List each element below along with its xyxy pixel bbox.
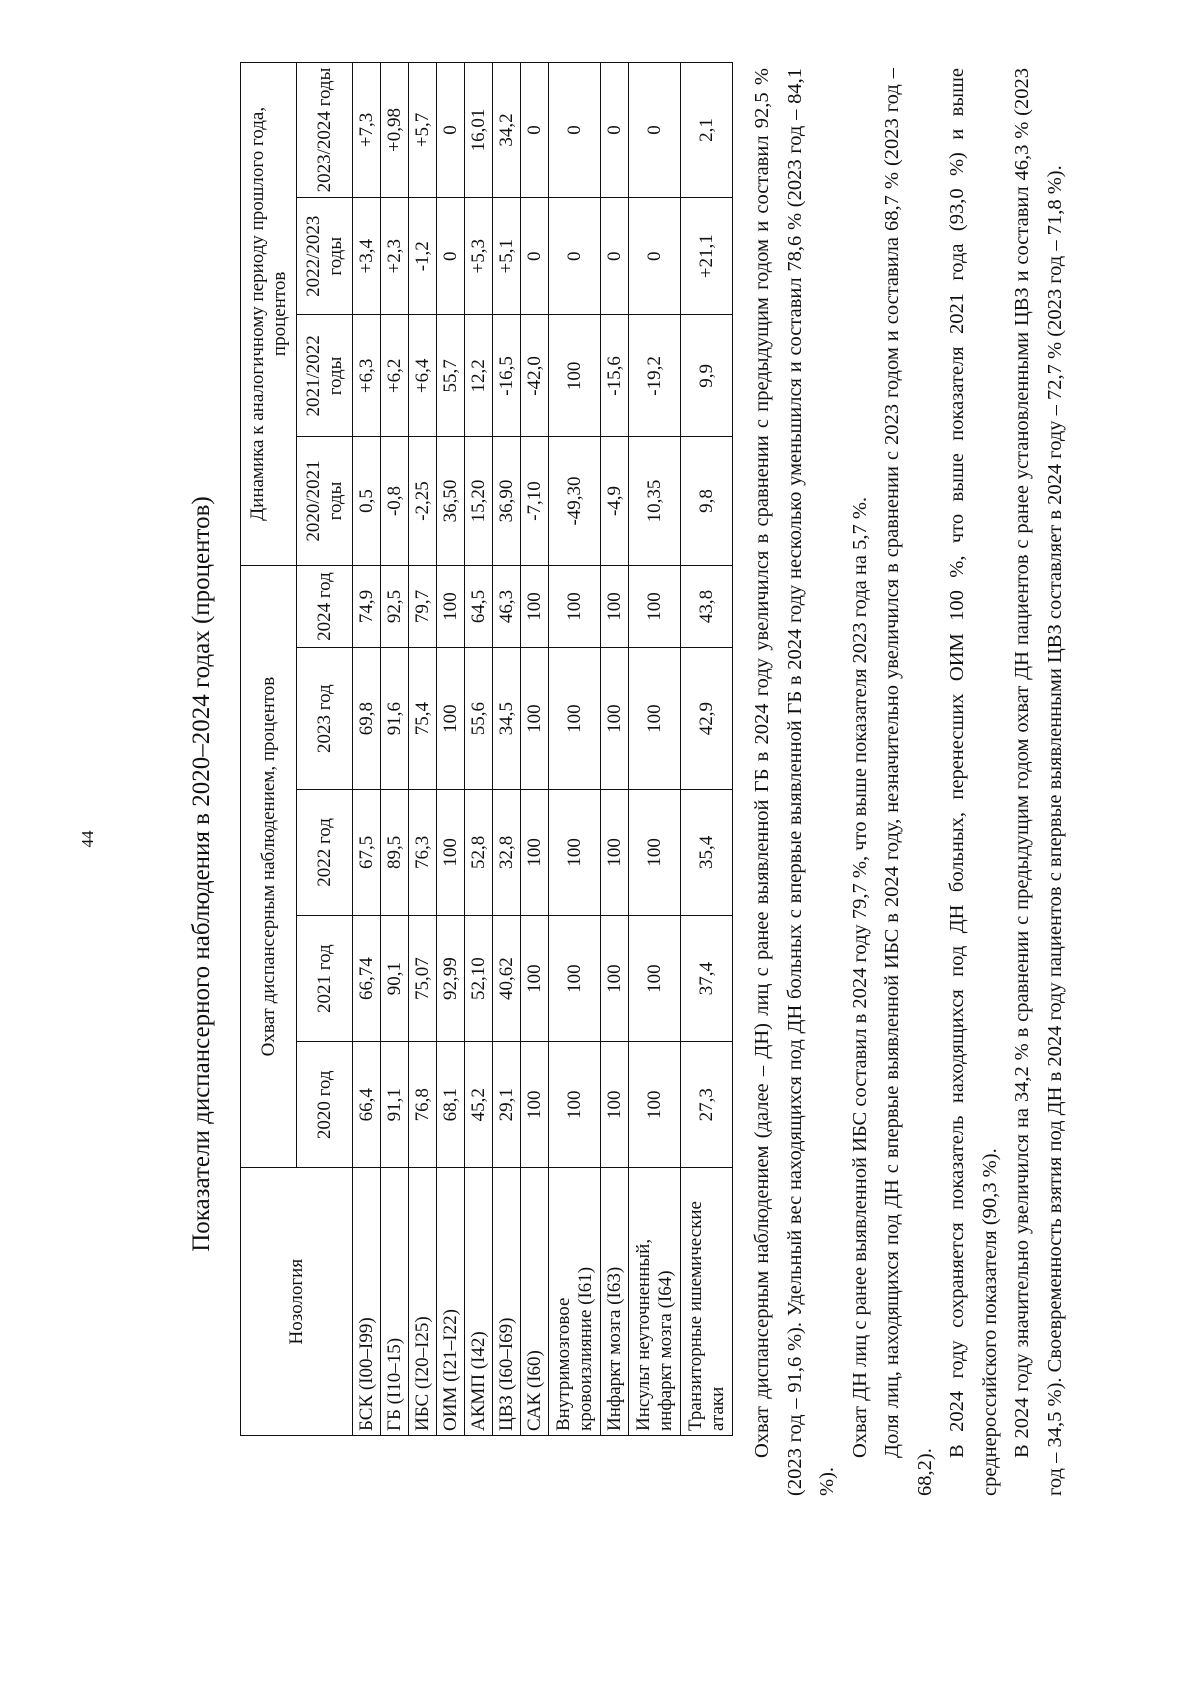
table-cell: 9,8 xyxy=(681,437,733,565)
header-year: 2020 год xyxy=(297,1042,353,1168)
table-cell: 16,01 xyxy=(465,63,493,198)
table-row xyxy=(521,63,549,1436)
table-cell: 100 xyxy=(549,916,601,1042)
header-year: 2022 год xyxy=(297,789,353,915)
table-cell: 36,50 xyxy=(437,437,465,565)
table-cell: -1,2 xyxy=(409,198,437,315)
table-cell: 32,8 xyxy=(493,789,521,915)
table-cell: -16,5 xyxy=(493,315,521,437)
row-nosology: ГБ (I10–15) xyxy=(381,1168,409,1436)
table-cell: 9,9 xyxy=(681,315,733,437)
table-cell: 100 xyxy=(521,789,549,915)
table-cell: 100 xyxy=(549,315,601,437)
table-row xyxy=(409,63,437,1436)
table-cell: 69,8 xyxy=(353,648,381,789)
indicators-table xyxy=(240,62,733,1436)
table-cell: 34,5 xyxy=(493,648,521,789)
paragraph: Охват диспансерным наблюдением (далее – ДН) лиц с ранее выявленной ГБ в 2024 году увеличился в сравнении с предыдущим годом и составил 92,5 % (2023 год – 91,6 %). Удельный вес находящихся под ДН больных с впервые выявленной ГБ в 2024 году несколько уменьшился и составил 78,6 % (2023 год – 84,1 %). xyxy=(751,68,838,1496)
table-cell: -2,25 xyxy=(409,437,437,565)
table-cell: 2,1 xyxy=(681,63,733,198)
table-cell: 52,10 xyxy=(465,916,493,1042)
header-year: 2021 год xyxy=(297,916,353,1042)
table-row xyxy=(437,63,465,1436)
table-cell: 100 xyxy=(629,916,681,1042)
header-period: 2023/2024 годы xyxy=(297,63,353,198)
paragraph: В 2024 году значительно увеличился на 34,2 % в сравнении с предыдущим годом охват ДН пациентов с ранее установленными ЦВЗ и составил 46,3 % (2023 год – 34,5 %). Своевременность взятия под ДН в 2024 году пациентов с впервые выявленными ЦВЗ составляет в 2024 году – 72,7 % (2023 год – 71,8 %). xyxy=(1011,68,1066,1496)
table-cell: 76,3 xyxy=(409,789,437,915)
table-cell: +6,3 xyxy=(353,315,381,437)
table-cell: 75,4 xyxy=(409,648,437,789)
table-cell: 100 xyxy=(521,916,549,1042)
header-period: 2020/2021 годы xyxy=(297,437,353,565)
header-period: 2022/2023 годы xyxy=(297,198,353,315)
header-nosology: Нозология xyxy=(241,1168,353,1436)
row-nosology: САК (I60) xyxy=(521,1168,549,1436)
table-cell: 0 xyxy=(549,63,601,198)
table-cell: 91,1 xyxy=(381,1042,409,1168)
table-cell: 100 xyxy=(521,565,549,648)
table-cell: 92,5 xyxy=(381,565,409,648)
table-cell: -4,9 xyxy=(601,437,629,565)
table-cell: +21,1 xyxy=(681,198,733,315)
row-nosology: Инфаркт мозга (I63) xyxy=(601,1168,629,1436)
table-row xyxy=(381,63,409,1436)
table-cell: 46,3 xyxy=(493,565,521,648)
table-cell: 100 xyxy=(521,648,549,789)
table-cell: 100 xyxy=(629,648,681,789)
table-cell: 0,5 xyxy=(353,437,381,565)
table-cell: +3,4 xyxy=(353,198,381,315)
table-cell: 100 xyxy=(629,1042,681,1168)
table-cell: 10,35 xyxy=(629,437,681,565)
table-cell: 100 xyxy=(601,789,629,915)
table-cell: 64,5 xyxy=(465,565,493,648)
table-cell: 55,7 xyxy=(437,315,465,437)
table-cell: 0 xyxy=(629,198,681,315)
header-dynamics-group: Динамика к аналогичному периоду прошлого года, процентов xyxy=(241,63,297,566)
row-nosology: Инсульт неуточненный, инфаркт мозга (I64) xyxy=(629,1168,681,1436)
table-cell: 100 xyxy=(549,1042,601,1168)
table-cell: 52,8 xyxy=(465,789,493,915)
table-row xyxy=(465,63,493,1436)
table-cell: 100 xyxy=(549,648,601,789)
table-cell: 100 xyxy=(601,1042,629,1168)
body-text xyxy=(746,68,1071,1496)
table-cell: 100 xyxy=(629,565,681,648)
header-year: 2024 год xyxy=(297,565,353,648)
row-nosology: АКМП (I42) xyxy=(465,1168,493,1436)
table-cell: 75,07 xyxy=(409,916,437,1042)
table-cell: 67,5 xyxy=(353,789,381,915)
table-cell: 37,4 xyxy=(681,916,733,1042)
table-cell: 100 xyxy=(601,648,629,789)
table-cell: 74,9 xyxy=(353,565,381,648)
table-cell: 27,3 xyxy=(681,1042,733,1168)
header-period: 2021/2022 годы xyxy=(297,315,353,437)
table-cell: 0 xyxy=(521,198,549,315)
table-cell: +6,2 xyxy=(381,315,409,437)
table-cell: 0 xyxy=(601,198,629,315)
page-number: 44 xyxy=(78,830,97,848)
table-cell: 43,8 xyxy=(681,565,733,648)
table-cell: 55,6 xyxy=(465,648,493,789)
table-cell: 100 xyxy=(521,1042,549,1168)
table-cell: 89,5 xyxy=(381,789,409,915)
header-year: 2023 год xyxy=(297,648,353,789)
header-coverage-group: Охват диспансерным наблюдением, процентов xyxy=(241,565,297,1168)
paragraph: Охват ДН лиц с ранее выявленной ИБС составил в 2024 году 79,7 %, что выше показателя 2023 года на 5,7 %. xyxy=(848,496,871,1458)
table-cell: 90,1 xyxy=(381,916,409,1042)
table-row xyxy=(629,63,681,1436)
table-cell: +6,4 xyxy=(409,315,437,437)
row-nosology: Внутримозговое кровоизлияние (I61) xyxy=(549,1168,601,1436)
table-cell: 100 xyxy=(437,565,465,648)
table-cell: +7,3 xyxy=(353,63,381,198)
table-row xyxy=(549,63,601,1436)
table-cell: 68,1 xyxy=(437,1042,465,1168)
table-cell: -42,0 xyxy=(521,315,549,437)
paragraph: В 2024 году сохраняется показатель находящихся под ДН больных, перенесших ОИМ 100 %, что выше показателя 2021 года (93,0 %) и выше среднероссийского показателя (90,3 %). xyxy=(946,68,1001,1496)
table-cell: 100 xyxy=(549,789,601,915)
table-cell: 0 xyxy=(549,198,601,315)
table-cell: 66,74 xyxy=(353,916,381,1042)
row-nosology: ИБС (I20–I25) xyxy=(409,1168,437,1436)
table-cell: 36,90 xyxy=(493,437,521,565)
paragraph: Доля лиц, находящихся под ДН с впервые выявленной ИБС в 2024 году, незначительно увеличился в сравнении с 2023 годом и составила 68,7 % (2023 год – 68,2). xyxy=(881,68,936,1496)
table-cell: -0,8 xyxy=(381,437,409,565)
table-cell: 100 xyxy=(437,648,465,789)
table-cell: 100 xyxy=(629,789,681,915)
table-cell: 0 xyxy=(521,63,549,198)
table-cell: 66,4 xyxy=(353,1042,381,1168)
table-cell: 76,8 xyxy=(409,1042,437,1168)
table-row xyxy=(681,63,733,1436)
table-cell: 0 xyxy=(629,63,681,198)
row-nosology: Транзиторные ишемические атаки xyxy=(681,1168,733,1436)
table-cell: +5,1 xyxy=(493,198,521,315)
table-cell: 100 xyxy=(437,789,465,915)
table-cell: 0 xyxy=(437,63,465,198)
table-cell: 35,4 xyxy=(681,789,733,915)
table-cell: 29,1 xyxy=(493,1042,521,1168)
table-cell: 45,2 xyxy=(465,1042,493,1168)
table-cell: -19,2 xyxy=(629,315,681,437)
table-cell: -49,30 xyxy=(549,437,601,565)
table-row xyxy=(601,63,629,1436)
table-cell: -7,10 xyxy=(521,437,549,565)
table-cell: 92,99 xyxy=(437,916,465,1042)
row-nosology: ЦВЗ (I60–I69) xyxy=(493,1168,521,1436)
table-body xyxy=(353,63,733,1436)
table-cell: 79,7 xyxy=(409,565,437,648)
table-cell: 0 xyxy=(601,63,629,198)
table-cell: 100 xyxy=(601,565,629,648)
table-cell: 15,20 xyxy=(465,437,493,565)
row-nosology: ОИМ (I21–I22) xyxy=(437,1168,465,1436)
table-cell: 12,2 xyxy=(465,315,493,437)
row-nosology: БСК (I00–I99) xyxy=(353,1168,381,1436)
table-row xyxy=(353,63,381,1436)
table-cell: +5,3 xyxy=(465,198,493,315)
table-row xyxy=(493,63,521,1436)
table-cell: +2,3 xyxy=(381,198,409,315)
table-title: Показатели диспансерного наблюдения в 2020–2024 годах (процентов) xyxy=(188,496,215,1252)
table-cell: 42,9 xyxy=(681,648,733,789)
table-cell: +0,98 xyxy=(381,63,409,198)
table-cell: +5,7 xyxy=(409,63,437,198)
table-cell: 0 xyxy=(437,198,465,315)
indicators-table-wrap xyxy=(240,62,733,1436)
table-cell: -15,6 xyxy=(601,315,629,437)
table-cell: 34,2 xyxy=(493,63,521,198)
table-cell: 91,6 xyxy=(381,648,409,789)
table-cell: 100 xyxy=(601,916,629,1042)
table-cell: 40,62 xyxy=(493,916,521,1042)
table-cell: 100 xyxy=(549,565,601,648)
